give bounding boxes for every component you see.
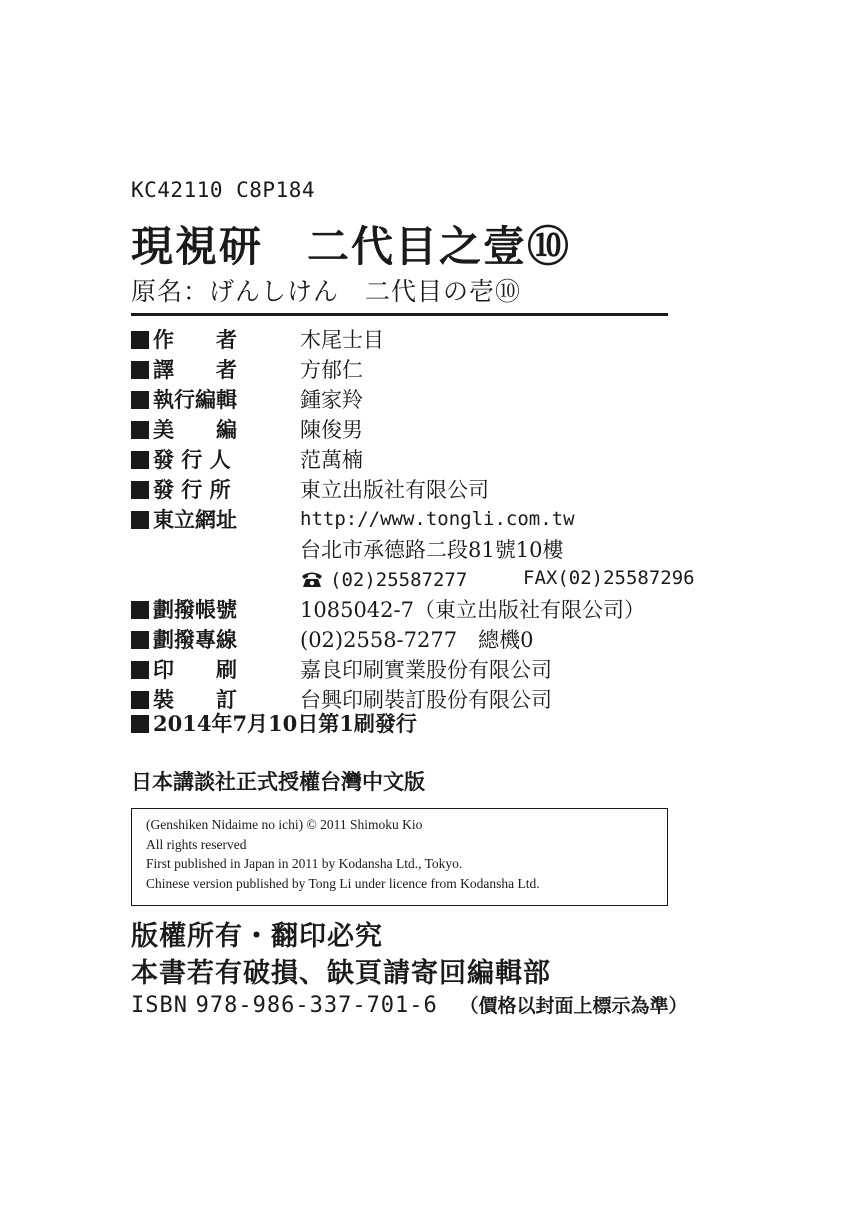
book-title: 現視研 二代目之壹⑩ [131, 222, 572, 271]
credit-value: 鍾家羚 [300, 388, 363, 412]
credit-label: 裝 訂 [153, 687, 237, 712]
credit-label: 執行編輯 [153, 387, 237, 412]
bullet-square-icon [131, 631, 149, 649]
credit-value: 陳俊男 [300, 418, 363, 442]
credit-label: 美 編 [153, 417, 237, 442]
isbn-line [131, 990, 687, 1018]
isbn-label: ISBN [131, 993, 188, 1018]
publication-date-text: 2014年7月10日第1刷發行 [153, 711, 417, 736]
catalog-code: KC42110 C8P184 [131, 178, 316, 202]
bullet-square-icon [131, 715, 149, 733]
original-title: 原名：げんしけん 二代目の壱⑩ [131, 277, 522, 306]
address: 台北市承德路二段81號10樓 [300, 538, 564, 562]
credit-label: 作 者 [153, 327, 237, 352]
bullet-square-icon [131, 661, 149, 679]
bullet-square-icon [131, 511, 149, 529]
telephone-icon [300, 570, 324, 588]
credit-label: 發 行 人 [153, 447, 231, 472]
credit-label: 劃撥帳號 [153, 597, 237, 622]
bullet-square-icon [131, 331, 149, 349]
isbn-number: 978-986-337-701-6 [195, 993, 438, 1018]
copyright-box [131, 808, 668, 906]
phone-number: (02)25587277 [330, 569, 468, 591]
copyright-line: First published in Japan in 2011 by Kodansha Ltd., Tokyo. [146, 856, 463, 871]
credit-value: 方郁仁 [300, 358, 363, 382]
price-note: （價格以封面上標示為準） [459, 995, 688, 1017]
credit-label: 發 行 所 [153, 477, 231, 502]
credit-value: 東立出版社有限公司 [300, 478, 489, 502]
publication-date [131, 708, 417, 738]
credit-value: 1085042-7（東立出版社有限公司） [300, 598, 645, 622]
copyright-line: Chinese version published by Tong Li under licence from Kodansha Ltd. [146, 875, 540, 891]
credit-value: 嘉良印刷實業股份有限公司 [300, 658, 552, 682]
bullet-square-icon [131, 691, 149, 709]
bullet-square-icon [131, 481, 149, 499]
copyright-line: All rights reserved [146, 836, 247, 852]
credit-label: 譯 者 [153, 357, 237, 382]
credit-label: 劃撥專線 [153, 627, 237, 652]
bullet-square-icon [131, 421, 149, 439]
credit-label: 東立網址 [153, 507, 237, 532]
copyright-line: (Genshiken Nidaime no ichi) © 2011 Shimoku Kio [146, 817, 423, 832]
license-statement: 日本講談社正式授權台灣中文版 [131, 769, 425, 794]
bullet-square-icon [131, 451, 149, 469]
title-divider [131, 313, 668, 316]
bullet-square-icon [131, 391, 149, 409]
damage-notice: 本書若有破損、缺頁請寄回編輯部 [131, 958, 551, 989]
credit-value: (02)2558-7277 總機0 [300, 628, 534, 652]
bullet-square-icon [131, 361, 149, 379]
credit-value: 范萬楠 [300, 448, 363, 472]
credit-value: 台興印刷裝訂股份有限公司 [300, 688, 552, 712]
website-link[interactable]: http://www.tongli.com.tw [300, 508, 575, 530]
rights-notice: 版權所有・翻印必究 [131, 921, 383, 952]
fax-number: FAX(02)25587296 [523, 567, 695, 589]
bullet-square-icon [131, 601, 149, 619]
credit-value: 木尾士目 [300, 328, 384, 352]
credit-label: 印 刷 [153, 657, 237, 682]
